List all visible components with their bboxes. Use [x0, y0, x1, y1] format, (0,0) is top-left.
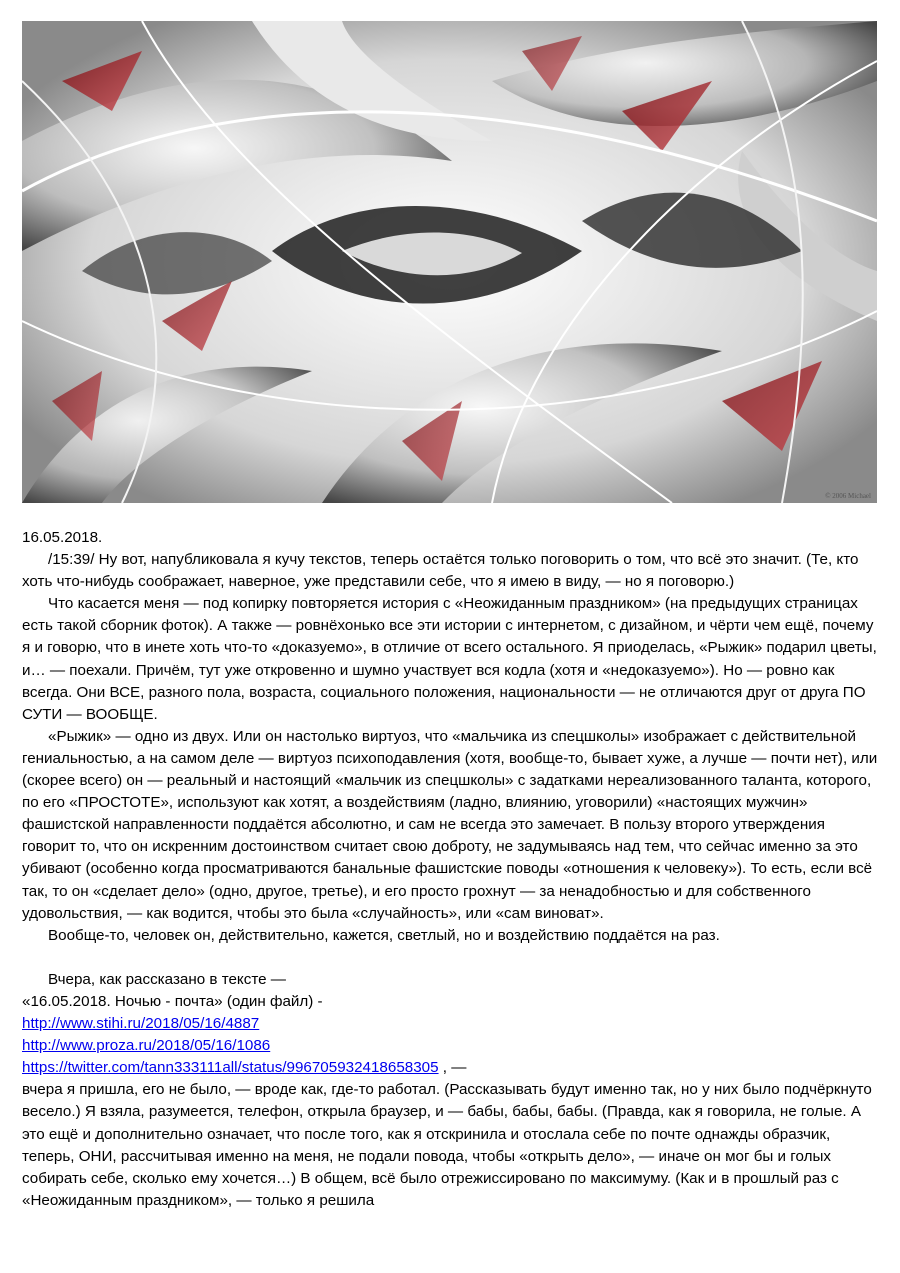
paragraph-2: Что касается меня — под копирку повторяется история с «Неожиданным праздником» (на предыдущих страницах есть такой сборник фоток). А также — ровнёхонько все эти истории с интернетом, с дизайном, и чёрти чем ещё, почему я и говорю, что в инете хоть что-то «доказуемо», в отличие от всего остального. Я приоделась, «Рыжик» подарил цветы, и… — поехали. Причём, тут уже откровенно и шумно участвует вся кодла (хотя и «недоказуемо»). Но — ровно как всегда. Они ВСЕ, разного пола, возраста, социального положения, национальности — не отличаются друг от друга ПО СУТИ — ВООБЩЕ.	[22, 595, 877, 723]
paragraph-5: Вчера, как рассказано в тексте —	[48, 970, 286, 988]
link-tail: , —	[438, 1059, 467, 1077]
entry-date: 16.05.2018.	[22, 529, 103, 546]
twitter-link[interactable]: https://twitter.com/tann333111all/status/996705932418658305	[22, 1059, 439, 1077]
link-line-2	[22, 1035, 882, 1057]
abstract-fractal-art-image	[22, 21, 877, 503]
proza-link[interactable]: http://www.proza.ru/2018/05/16/1086	[22, 1037, 271, 1055]
link-line-1	[22, 1013, 882, 1035]
paragraph-4: Вообще-то, человек он, действительно, кажется, светлый, но и воздействию поддаётся на раз.	[48, 926, 720, 944]
stihi-link[interactable]: http://www.stihi.ru/2018/05/16/4887	[22, 1015, 260, 1033]
link-line-3	[22, 1057, 882, 1079]
blank-line	[22, 947, 882, 969]
paragraph-7: вчера я пришла, его не было, — вроде как, где-то работал. (Рассказывать будут именно так, но у них было подчёркнуто весело.) Я взяла, разумеется, телефон, открыла браузер, и — бабы, бабы, бабы. (Правда, как я говорила, не голые. А это ещё и дополнительно означает, что после того, как я отскринила и отослала себе по почте однажды образчик, теперь, ОНИ, рассчитывая именно на меня, не подали повода, чтобы «открыть дело», — иначе он мог бы и голых собирать себе, сколько ему хочется…) В общем, всё было отрежиссировано по максимуму. (Как и в прошлый раз с «Неожиданным праздником», — только я решила	[22, 1081, 872, 1209]
fractal-artwork	[22, 21, 877, 503]
paragraph-6: «16.05.2018. Ночью - почта» (один файл) -	[22, 992, 323, 1010]
document-body	[22, 527, 882, 1212]
paragraph-3: «Рыжик» — одно из двух. Или он настолько виртуоз, что «мальчика из спецшколы» изображает с действительной гениальностью, а на самом деле — виртуоз психоподавления (хотя, вообще-то, бывает хуже, а лучше — почти нет), или (скорее всего) он — реальный и настоящий «мальчик из спецшколы» с задатками нереализованного таланта, которого, по его «ПРОСТОТЕ», используют как хотят, а воздействиям (ладно, влиянию, уговорили) «настоящих мужчин» фашистской направленности поддаётся абсолютно, и сам не всегда это замечает. В пользу второго утверждения говорит то, что он искренним достоинством считает свою доброту, не задумываясь над тем, что сейчас именно за это убивают (особенно когда просматриваются банальные фашистские поводы «отношения к человеку»). То есть, если всё так, то он «сделает дело» (одно, другое, третье), и его просто грохнут — за ненадобностью и для собственного удовольствия, — как водится, чтобы это была «случайность», или «сам виноват».	[22, 727, 878, 922]
image-credit: © 2006 Michael	[825, 492, 871, 500]
paragraph-1: /15:39/ Ну вот, напубликовала я кучу текстов, теперь остаётся только поговорить о том, что всё это значит. (Те, кто хоть что-нибудь соображает, наверное, уже представили себе, что я имею в виду, — но я поговорю.)	[22, 551, 859, 591]
